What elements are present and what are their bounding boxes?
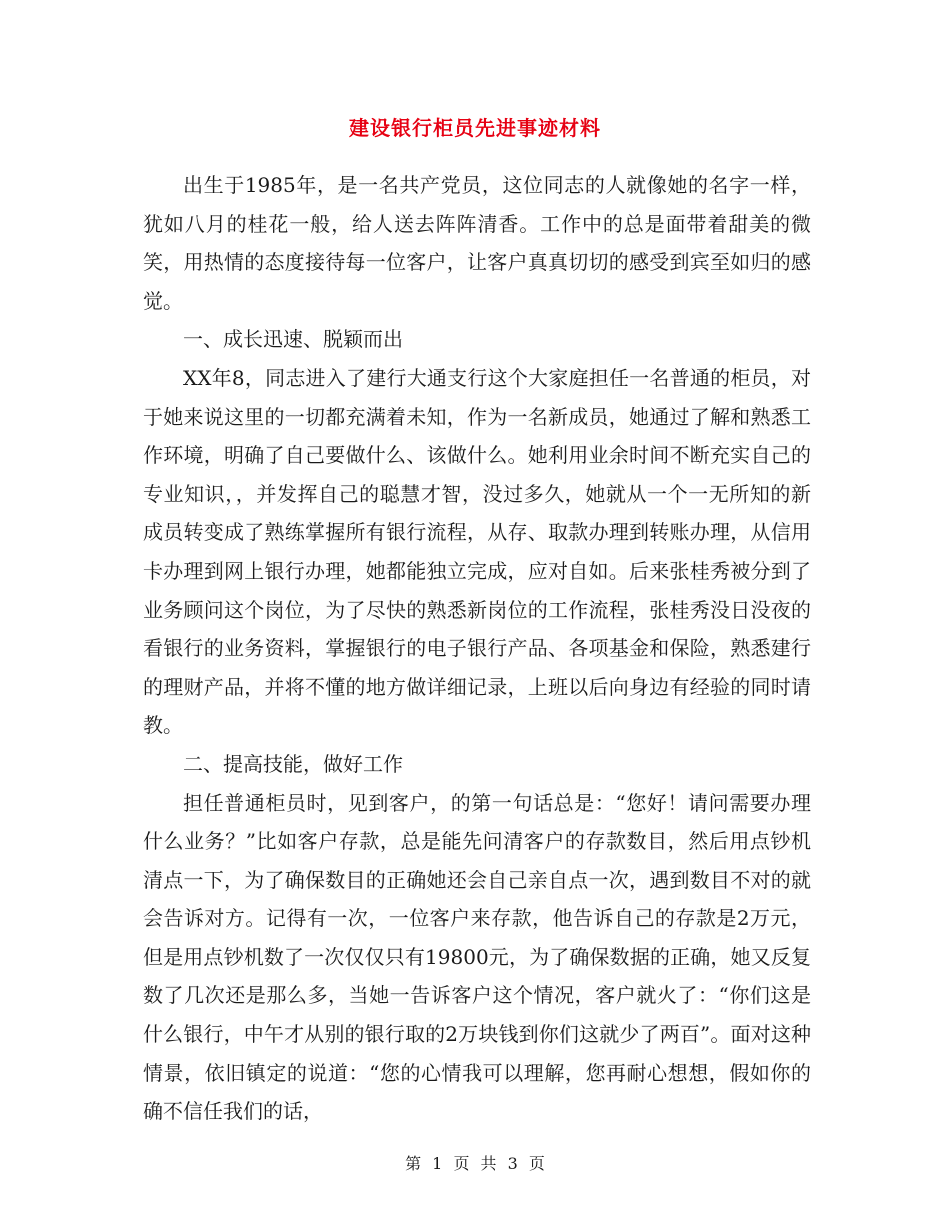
paragraph-section-2: 担任普通柜员时，见到客户，的第一句话总是：“您好！请问需要办理什么业务？”比如客户存款，总是能先问清客户的存款数目，然后用点钞机清点一下，为了确保数目的正确她还会自己亲自点一次，遇到数目不对的就会告诉对方。记得有一次，一位客户来存款，他告诉自己的存款是2万元，但是用点钞机数了一次仅仅只有19800元，为了确保数据的正确，她又反复数了几次还是那么多，当她一告诉客户这个情况，客户就火了：“你们这是什么银行，中午才从别的银行取的2万块钱到你们这就少了两百”。面对这种情景，依旧镇定的说道：“您的心情我可以理解，您再耐心想想，假如你的确不信任我们的话， xyxy=(143,790,811,1124)
section-heading-1: 一、成长迅速、脱颖而出 xyxy=(183,327,403,352)
page-number-footer: 第 1 页 共 3 页 xyxy=(405,1154,545,1173)
paragraph-section-1: XX年8，同志进入了建行大通支行这个大家庭担任一名普通的柜员，对于她来说这里的一切都充满着未知，作为一名新成员，她通过了解和熟悉工作环境，明确了自己要做什么、该做什么。她利用业余时间不断充实自己的专业知识，，并发挥自己的聪慧才智，没过多久，她就从一个一无所知的新成员转变成了熟练掌握所有银行流程，从存、取款办理到转账办理，从信用卡办理到网上银行办理，她都能独立完成，应对自如。后来张桂秀被分到了业务顾问这个岗位，为了尽快的熟悉新岗位的工作流程，张桂秀没日没夜的看银行的业务资料，掌握银行的电子银行产品、各项基金和保险，熟悉建行的理财产品，并将不懂的地方做详细记录，上班以后向身边有经验的同时请教。 xyxy=(143,365,811,738)
document-title: 建设银行柜员先进事迹材料 xyxy=(349,116,601,140)
document-body xyxy=(143,166,811,1131)
section-heading-2: 二、提高技能，做好工作 xyxy=(183,751,403,776)
paragraph-intro: 出生于1985年，是一名共产党员，这位同志的人就像她的名字一样，犹如八月的桂花一般，给人送去阵阵清香。工作中的总是面带着甜美的微笑，用热情的态度接待每一位客户，让客户真真切切的感受到宾至如归的感觉。 xyxy=(143,173,811,313)
